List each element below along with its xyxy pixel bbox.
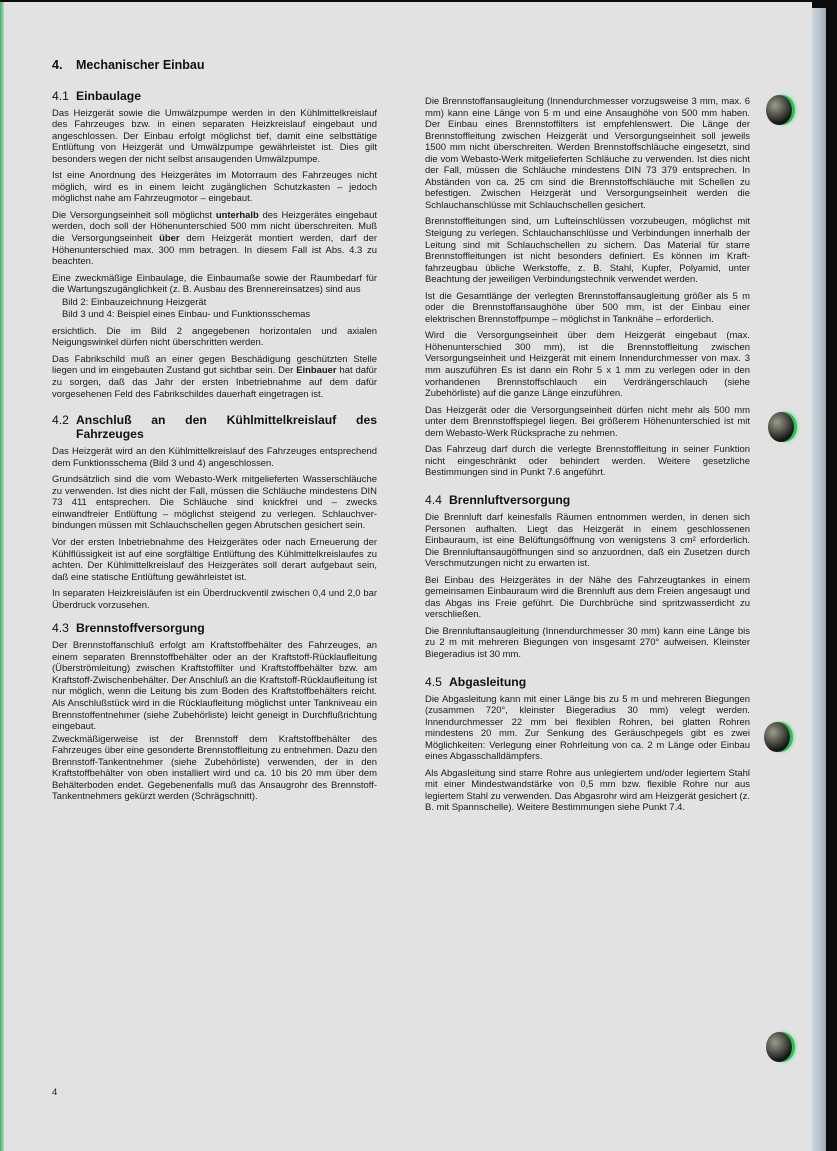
text: Das Fabrikschild muß an einer gegen Beschädigung geschützten Stelle liegen und im eingebauten Zustand gut sichtbar sein. Der (52, 353, 377, 377)
paragraph: Ist eine Anordnung des Heizgerätes im Motorraum des Fahrzeuges nicht möglich, wird es in einem leicht zugänglichen Schutzkasten – jedoch möglichst nahe am Fahrzeugmotor – eingebaut. (52, 170, 377, 205)
paragraph: Das Heizgerät sowie die Umwälzpumpe werden in den Kühlmittelkreislauf des Fahrzeuges bzw. in einen separaten Heizkreislauf eingebaut und angeschlossen. Der Einbau erfolgt möglichst tief, damit eine selbsttätige Entlüftung von Heizgerät und Umwälzpumpe gewährleistet ist. Dies gilt besonders wegen der nicht selbst ansaugenden Umwälzpumpe. (52, 107, 377, 165)
section-heading-4-4 (425, 493, 750, 507)
section-title: Anschluß an den Kühlmittelkreislauf des Fahrzeuges (76, 413, 377, 442)
paragraph: Das Heizgerät oder die Versorgungseinheit dürfen nicht mehr als 500 mm unter dem Brennstoffspiegel liegen. Bei größerem Höhenunterschied ist mit dem Webasto-Werk Rücksprache zu nehmen. (425, 404, 750, 439)
paragraph: Grundsätzlich sind die vom Webasto-Werk mitgelieferten Wasserschläuche zu verwenden. Ist dies nicht der Fall, müssen die Schläuche mindestens DIN 73 411 entsprechen. Die Schläuche sind knickfrei und – zwecks einwandfreier Entlüftung – möglichst steigend zu verlegen. Schlauchverbindungen müssen mit Schlauchschellen gegen Abrutschen gesichert sein. (52, 474, 377, 532)
text: des Heizgerätes eingebaut werden, doch soll der Höhenunterschied 500 mm nicht überschreiten. Muß die Versorgungseinheit (52, 209, 377, 245)
paragraph: Wird die Versorgungseinheit über dem Heizgerät eingebaut (max. Höhenunterschied 300 mm), ist die Brennstoffleitung zwischen Versorgungseinheit und Heizgerät mit einem Innendurchmesser von max. 3 mm auszuführen Es ist dann ein Rohr 5 x 1 mm zu verlegen oder in den vorhandenen Brennstoffschlauch ein Verdrängerschlauch (siehe Zubehörliste) auf die ganze Länge einzuführen. (425, 330, 750, 400)
paragraph: Vor der ersten Inbetriebnahme des Heizgerätes oder nach Erneuerung der Kühlflüssigkeit ist auf eine sorgfältige Entlüftung des Kühlmittelkreislaufes zu achten. Der Kühlmittelkreislauf des Heizgerätes soll derart aufgebaut sein, daß eine statische Entlüftung gewährleistet ist. (52, 536, 377, 583)
section-title: Brennluftversorgung (449, 492, 571, 507)
section-title: Brennstoffversorgung (76, 621, 205, 636)
chapter-title: Mechanischer Einbau (76, 58, 205, 72)
paragraph: Das Fahrzeug darf durch die verlegte Brennstoffleitung in seiner Funktion nicht eingeschränkt oder behindert werden. Weitere gesetzliche Bestimmungen sind in Punkt 7.6 angeführt. (425, 444, 750, 479)
list-item: Bild 3 und 4: Beispiel eines Einbau- und Funktionsschemas (62, 309, 311, 321)
page-right-edge (812, 8, 826, 1151)
section-number: 4.5 (425, 674, 442, 689)
paragraph (52, 210, 377, 268)
page-number: 4 (52, 1087, 58, 1098)
paragraph: Die Abgasleitung kann mit einer Länge bis zu 5 m und mehreren Biegungen (zusammen 720°, kleinster Biegeradius 30 mm) velegt werden. Innendurchmesser 22 mm bei flexiblen Rohren, bei glatten Rohren mindestens 20 mm. Zur Senkung des Geräuschpegels gibt es zwei Möglichkeiten: Verlegung einer Rohrleitung von ca. 2 m Länge oder Einbau eines Abgasschalldämpfers. (425, 693, 750, 763)
paragraph: In separaten Heizkreisläufen ist ein Überdruckventil zwischen 0,4 und 2,0 bar Überdruck vorzusehen. (52, 588, 377, 611)
list-item: Bild 2: Einbauzeichnung Heizgerät (62, 296, 207, 308)
paragraph: Die Brennstoffansaugleitung (Innendurchmesser vorzugsweise 3 mm, max. 6 mm) kann eine Länge von 5 m und eine Ansaughöhe von 500 mm haben. Der Einbau eines Brennstoffilters ist empfehlenswert. Die Länge der Brennstoffleitung zwischen Heizgerät und Versorgungseinheit soll jeweils 1500 mm nicht überschreiten. Werden Brennstoffschläuche eingesetzt, sind die vom Webasto-Werk mitgelieferten Schläuche zu verwenden. Ist dies nicht der Fall, müssen die Schläuche mindestens DIN 73 379 entsprechen. In Abständen von ca. 25 cm sind die Brennstoffschläuche mit Schellen zu befestigen. Zwischen Heizgerät und Versorgungseinheit werden die Schlauchanschlüsse mit Schlauchschellen gesichert. (425, 96, 750, 211)
binder-hole-icon (766, 1032, 792, 1062)
paragraph: Das Heizgerät wird an den Kühlmittelkreislauf des Fahrzeuges entsprechend dem Funktionsschema (Bild 3 und 4) angeschlossen. (52, 446, 377, 469)
paragraph: Ist die Gesamtlänge der verlegten Brennstoffansaugleitung größer als 5 m oder die Brennstoffansaughöhe über 500 mm, ist der Einbau einer elektrischen Brennstoffpumpe – möglichst in Tanknähe – erforderlich. (425, 290, 750, 325)
chapter-heading (52, 60, 377, 72)
right-column (425, 96, 750, 819)
paragraph: Eine zweckmäßige Einbaulage, die Einbaumaße sowie der Raumbedarf für die Wartungszugänglichkeit (z. B. Ausbau des Brennereinsatzes) sind aus (52, 272, 377, 296)
chapter-number: 4. (52, 58, 63, 72)
section-heading-4-5 (425, 675, 750, 689)
paragraph: Die Brennluftansaugleitung (Innendurchmesser 30 mm) kann eine Länge bis zu 2 m mit mehreren Biegungen von insgesamt 270° aufweisen. Kleinster Biegeradius ist 30 mm. (425, 625, 750, 660)
paragraph: Zweckmäßigerweise ist der Brennstoff dem Kraftstoffbehälter des Fahrzeuges über eine gesonderte Brennstoffleitung zu entnehmen. Dazu den Brennstoff-Tankentnehmer (siehe Zubehörliste) verwenden, der in den Kraftstoffbehälter von oben installiert wird und ca. 10 bis 20 mm über dem Behälterboden endet. Gegebenenfalls muß das Ansaugrohr des Brennstoff-Tankentnehmers gekürzt werden (Schrägschnitt). (52, 733, 377, 803)
text: Die Versorgungseinheit soll möglichst (52, 209, 216, 221)
section-number: 4.3 (52, 621, 69, 636)
paragraph (52, 354, 377, 400)
paragraph: Bei Einbau des Heizgerätes in der Nähe des Fahrzeugtankes in einem gemeinsamen Einbauraum wird die Brennluft aus dem Freien angesaugt und das Abgas ins Freie geführt. Die Durchbrüche sind spritzwasserdicht zu verschließen. (425, 574, 750, 621)
section-number: 4.4 (425, 492, 442, 507)
paragraph: Brennstoffleitungen sind, um Lufteinschlüssen vorzubeugen, möglichst mit Steigung zu verlegen. Schlauchanschlüsse und Verbindungen innerhalb der Leitung sind mit Schlauchschellen zu sichern. Das Material für starre Brennstoffleitungen ist nicht besonders definiert. Es können im Kraftfahrzeugbau übliche Werkstoffe, z. B. Stahl, Kupfer, Polyamid, unter Beachtung der jeweiligen Verbindungstechnik verwendet werden. (425, 216, 750, 286)
page-left-edge (0, 2, 4, 1151)
paragraph: Der Brennstoffanschluß erfolgt am Kraftstoffbehälter des Fahrzeuges, an einem separaten Brennstoffbehälter oder an der Kraftstoff-Rücklaufleitung (Überströmleitung) zwischen Kraftstoffilter und Kraftstoffbehälter bzw. am Kraftstoff-Zwischenbehälter. Der Anschluß an die Kraftstoff-Rücklaufleitung ist nur möglich, wenn die Leitung bis zum Boden des Kraftstoffbehälters reicht. Als Anschlußstück wird in die Rücklaufleitung möglichst unter Tankniveau ein Brennstoffentnehmer (siehe Zubehörliste) leicht geneigt in Durchflußrichtung eingebaut. (52, 640, 377, 733)
paragraph: Als Abgasleitung sind starre Rohre aus unlegiertem und/oder legiertem Stahl mit einer Mindestwandstärke von 0,5 mm bzw. flexible Rohre nur aus legiertem Stahl zu verwenden. Das Abgasrohr wird am Heizgerät gesichert (z. B. mit Spannschelle). Weitere Bestimmungen siehe Punkt 7.4. (425, 767, 750, 814)
figure-reference-list (52, 297, 377, 321)
binder-hole-icon (768, 412, 794, 442)
section-title: Abgasleitung (449, 674, 527, 689)
text: dem Heizgerät montiert werden, darf der Höhenunterschied max. 300 mm betragen. In diesem Fall ist Abs. 4.3 zu beachten. (52, 233, 377, 268)
binder-hole-icon (766, 95, 792, 125)
binder-hole-icon (764, 722, 790, 752)
emphasis: Einbauer (296, 365, 337, 377)
section-heading-4-1 (52, 89, 377, 103)
text: hat dafür zu sorgen, daß das Jahr der ersten Inbetriebnahme auf dem dafür vorgesehenen Feld des Fabrikschildes dauerhaft eingetragen ist. (52, 365, 378, 400)
emphasis: über (159, 233, 180, 245)
emphasis: unterhalb (215, 209, 259, 221)
section-number: 4.2 (52, 413, 69, 428)
left-column (52, 60, 377, 808)
section-heading-4-2 (52, 413, 377, 441)
section-heading-4-3 (52, 621, 377, 635)
paragraph: Die Brennluft darf keinesfalls Räumen entnommen werden, in denen sich Personen aufhalten. Liegt das Heizgerät in einem geschlossenen Einbauraum, ist eine Belüftungsöffnung von wenigstens 3 cm² erforderlich. Die Brennluftansaugöffnungen sind so anzuordnen, daß ein Zusetzen durch Verschmutzungen nicht zu erwarten ist. (425, 511, 750, 570)
paragraph: ersichtlich. Die im Bild 2 angegebenen horizontalen und axialen Neigungswinkel dürfen nicht überschritten werden. (52, 325, 377, 349)
section-number: 4.1 (52, 88, 69, 103)
section-title: Einbaulage (76, 88, 142, 103)
